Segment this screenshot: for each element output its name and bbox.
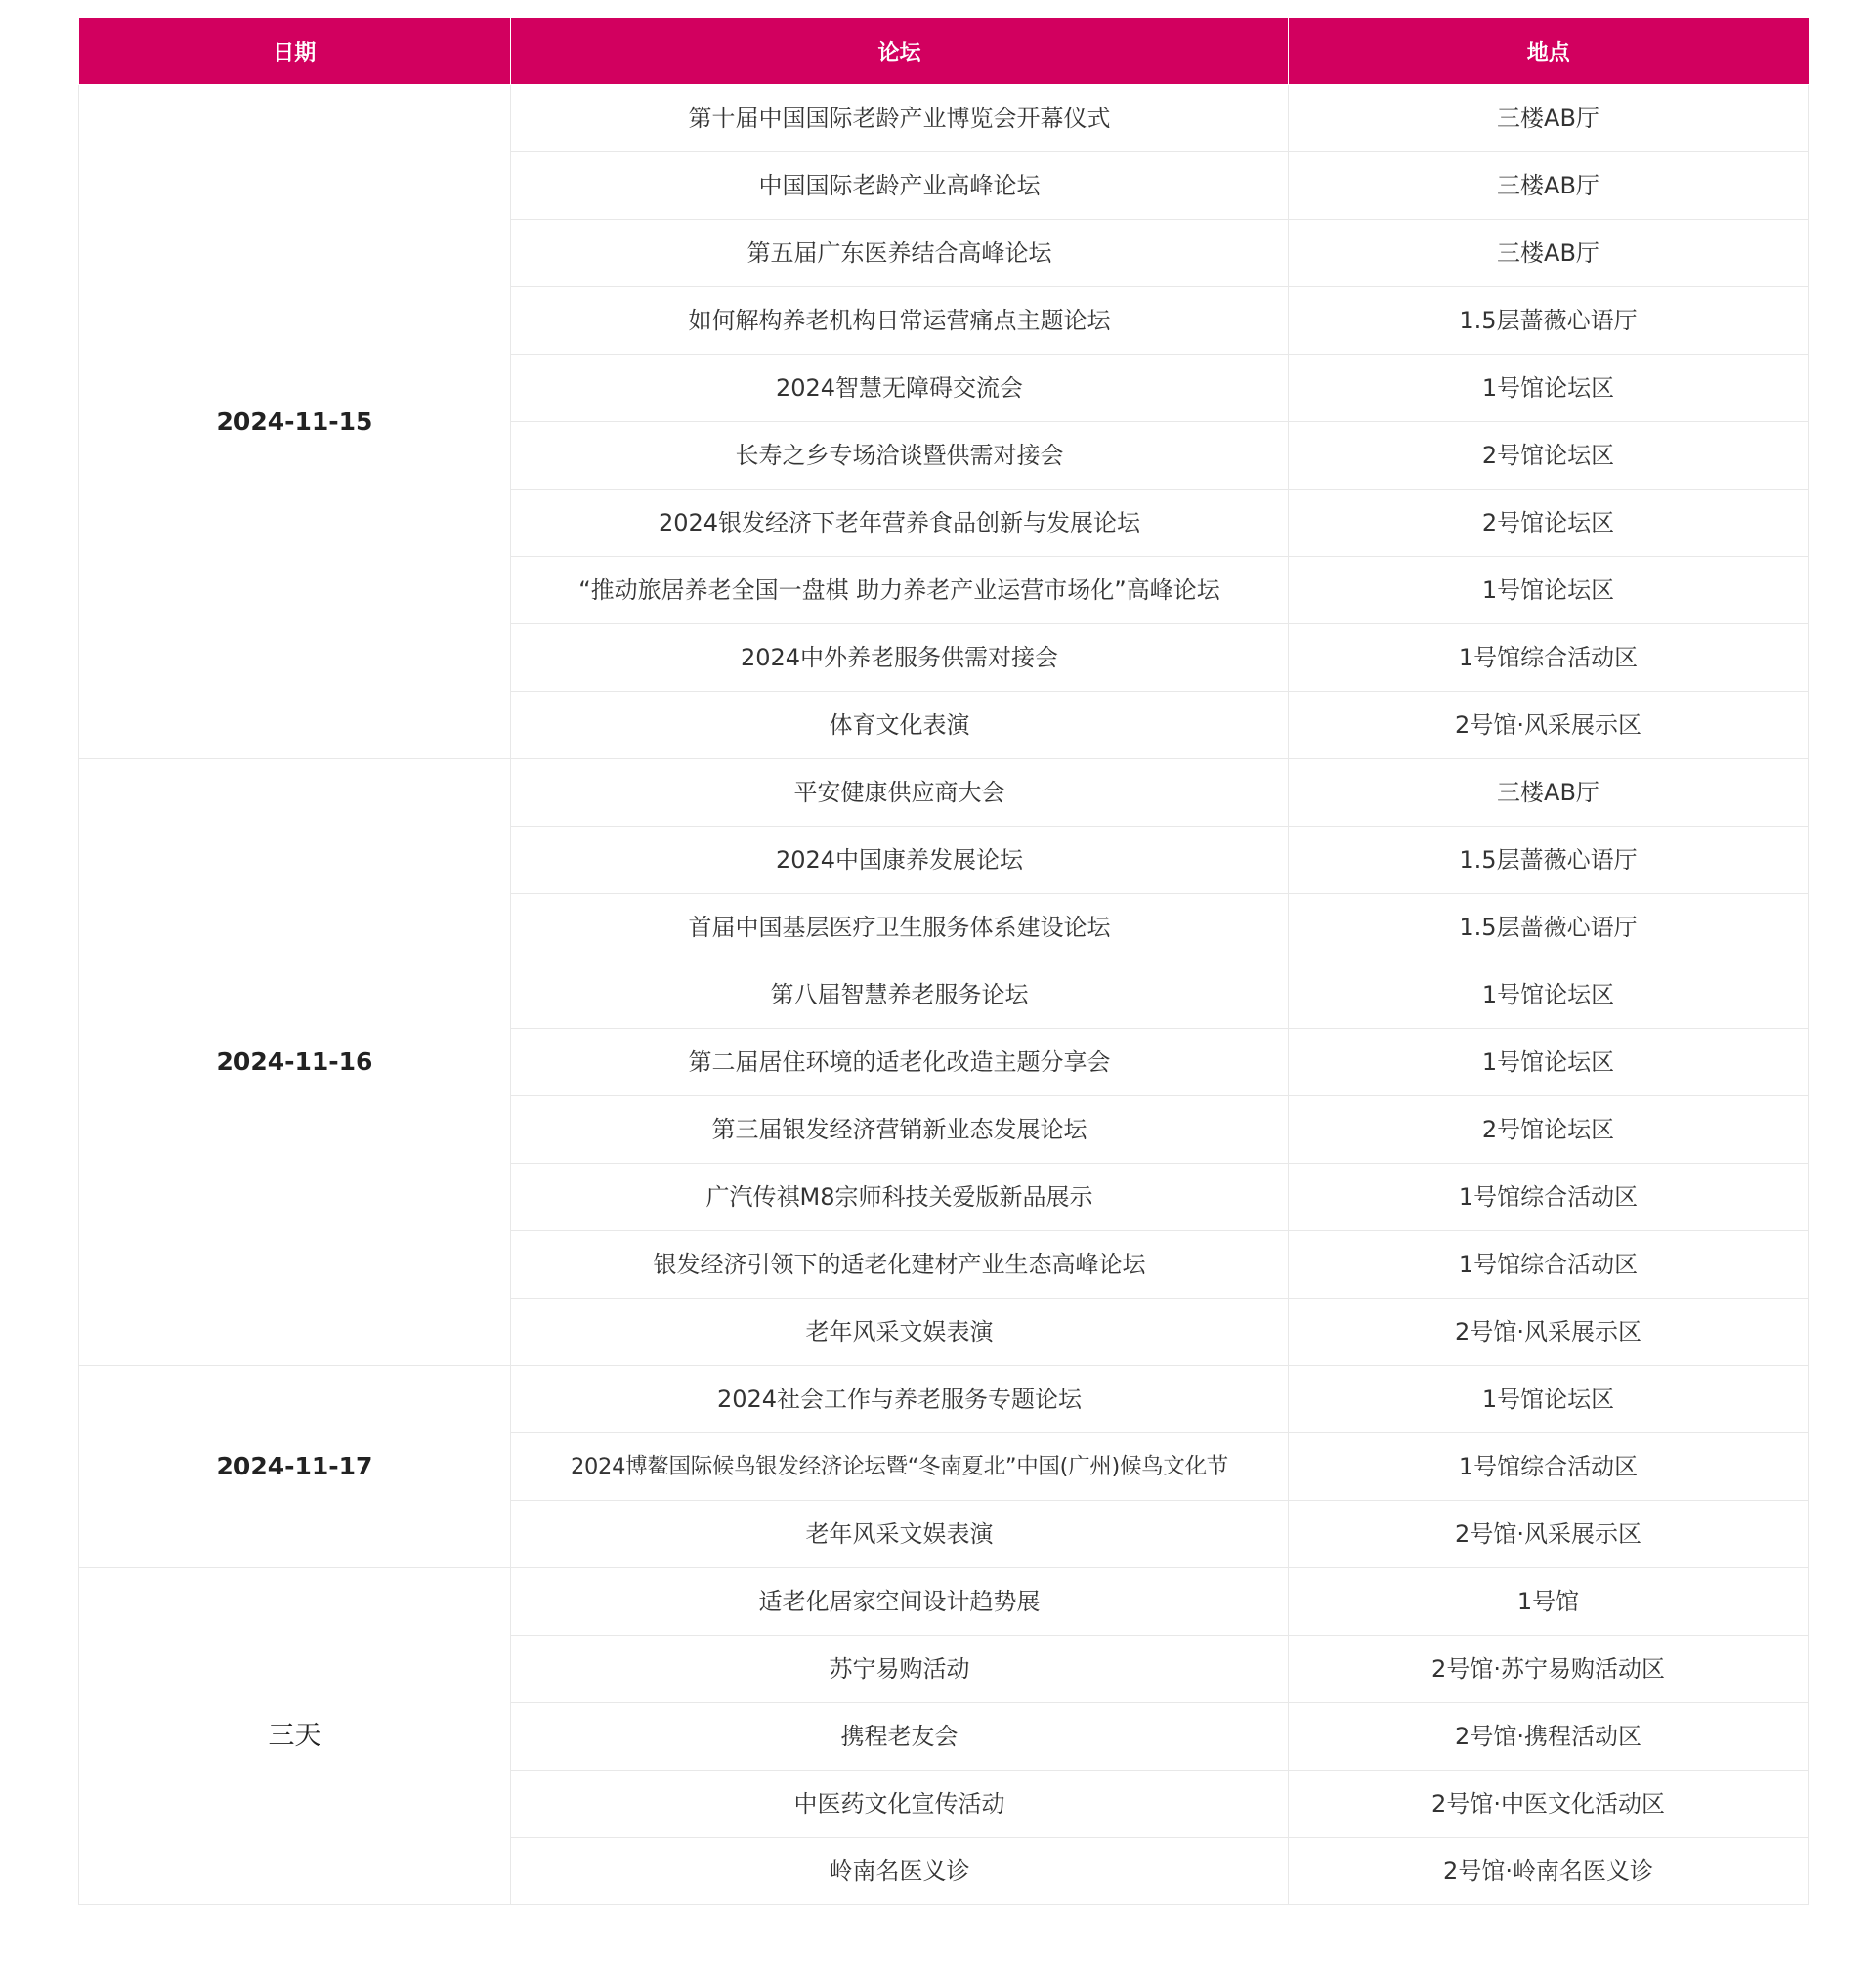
venue-cell: 1号馆论坛区 xyxy=(1289,557,1809,624)
header-row xyxy=(79,18,1809,85)
forum-cell: 如何解构养老机构日常运营痛点主题论坛 xyxy=(511,287,1289,355)
forum-cell: 中国国际老龄产业高峰论坛 xyxy=(511,152,1289,220)
forum-cell: “推动旅居养老全国一盘棋 助力养老产业运营市场化”高峰论坛 xyxy=(511,557,1289,624)
venue-cell: 2号馆论坛区 xyxy=(1289,422,1809,490)
forum-schedule-table xyxy=(78,18,1809,1905)
forum-cell: 银发经济引领下的适老化建材产业生态高峰论坛 xyxy=(511,1231,1289,1299)
venue-cell: 2号馆·风采展示区 xyxy=(1289,692,1809,759)
forum-cell: 中医药文化宣传活动 xyxy=(511,1771,1289,1838)
forum-cell: 岭南名医义诊 xyxy=(511,1838,1289,1905)
table-body xyxy=(79,85,1809,1905)
forum-cell: 广汽传祺M8宗师科技关爱版新品展示 xyxy=(511,1164,1289,1231)
forum-cell: 体育文化表演 xyxy=(511,692,1289,759)
venue-cell: 1.5层蔷薇心语厅 xyxy=(1289,287,1809,355)
forum-cell: 第二届居住环境的适老化改造主题分享会 xyxy=(511,1029,1289,1096)
venue-cell: 2号馆论坛区 xyxy=(1289,1096,1809,1164)
date-cell: 2024-11-17 xyxy=(79,1366,511,1568)
venue-cell: 1号馆论坛区 xyxy=(1289,1029,1809,1096)
forum-cell: 老年风采文娱表演 xyxy=(511,1501,1289,1568)
venue-cell: 2号馆·风采展示区 xyxy=(1289,1299,1809,1366)
forum-cell: 适老化居家空间设计趋势展 xyxy=(511,1568,1289,1636)
venue-cell: 1号馆综合活动区 xyxy=(1289,1433,1809,1501)
forum-cell: 2024银发经济下老年营养食品创新与发展论坛 xyxy=(511,490,1289,557)
venue-cell: 2号馆·风采展示区 xyxy=(1289,1501,1809,1568)
forum-cell: 2024智慧无障碍交流会 xyxy=(511,355,1289,422)
forum-cell: 第五届广东医养结合高峰论坛 xyxy=(511,220,1289,287)
venue-cell: 1号馆综合活动区 xyxy=(1289,1164,1809,1231)
venue-cell: 1号馆 xyxy=(1289,1568,1809,1636)
forum-cell: 2024博鳌国际候鸟银发经济论坛暨“冬南夏北”中国(广州)候鸟文化节 xyxy=(511,1433,1289,1501)
venue-cell: 2号馆论坛区 xyxy=(1289,490,1809,557)
schedule-table-container xyxy=(78,18,1808,1905)
forum-cell: 苏宁易购活动 xyxy=(511,1636,1289,1703)
header-forum: 论坛 xyxy=(511,18,1289,85)
header-date: 日期 xyxy=(79,18,511,85)
forum-cell: 长寿之乡专场洽谈暨供需对接会 xyxy=(511,422,1289,490)
forum-cell: 2024中外养老服务供需对接会 xyxy=(511,624,1289,692)
forum-cell: 老年风采文娱表演 xyxy=(511,1299,1289,1366)
forum-cell: 2024中国康养发展论坛 xyxy=(511,827,1289,894)
venue-cell: 1号馆论坛区 xyxy=(1289,961,1809,1029)
date-cell: 2024-11-16 xyxy=(79,759,511,1366)
forum-cell: 第八届智慧养老服务论坛 xyxy=(511,961,1289,1029)
forum-cell: 第十届中国国际老龄产业博览会开幕仪式 xyxy=(511,85,1289,152)
venue-cell: 1号馆综合活动区 xyxy=(1289,624,1809,692)
venue-cell: 1号馆论坛区 xyxy=(1289,1366,1809,1433)
forum-cell: 首届中国基层医疗卫生服务体系建设论坛 xyxy=(511,894,1289,961)
date-cell: 2024-11-15 xyxy=(79,85,511,759)
table-header xyxy=(79,18,1809,85)
venue-cell: 1号馆综合活动区 xyxy=(1289,1231,1809,1299)
forum-cell: 平安健康供应商大会 xyxy=(511,759,1289,827)
venue-cell: 2号馆·中医文化活动区 xyxy=(1289,1771,1809,1838)
table-row xyxy=(79,1366,1809,1433)
venue-cell: 三楼AB厅 xyxy=(1289,85,1809,152)
table-row xyxy=(79,85,1809,152)
venue-cell: 三楼AB厅 xyxy=(1289,759,1809,827)
venue-cell: 1.5层蔷薇心语厅 xyxy=(1289,894,1809,961)
venue-cell: 三楼AB厅 xyxy=(1289,220,1809,287)
table-row xyxy=(79,1568,1809,1636)
forum-cell: 第三届银发经济营销新业态发展论坛 xyxy=(511,1096,1289,1164)
header-venue: 地点 xyxy=(1289,18,1809,85)
venue-cell: 2号馆·携程活动区 xyxy=(1289,1703,1809,1771)
forum-cell: 2024社会工作与养老服务专题论坛 xyxy=(511,1366,1289,1433)
venue-cell: 1号馆论坛区 xyxy=(1289,355,1809,422)
forum-cell: 携程老友会 xyxy=(511,1703,1289,1771)
venue-cell: 三楼AB厅 xyxy=(1289,152,1809,220)
table-row xyxy=(79,759,1809,827)
venue-cell: 2号馆·岭南名医义诊 xyxy=(1289,1838,1809,1905)
date-cell: 三天 xyxy=(79,1568,511,1905)
venue-cell: 1.5层蔷薇心语厅 xyxy=(1289,827,1809,894)
venue-cell: 2号馆·苏宁易购活动区 xyxy=(1289,1636,1809,1703)
